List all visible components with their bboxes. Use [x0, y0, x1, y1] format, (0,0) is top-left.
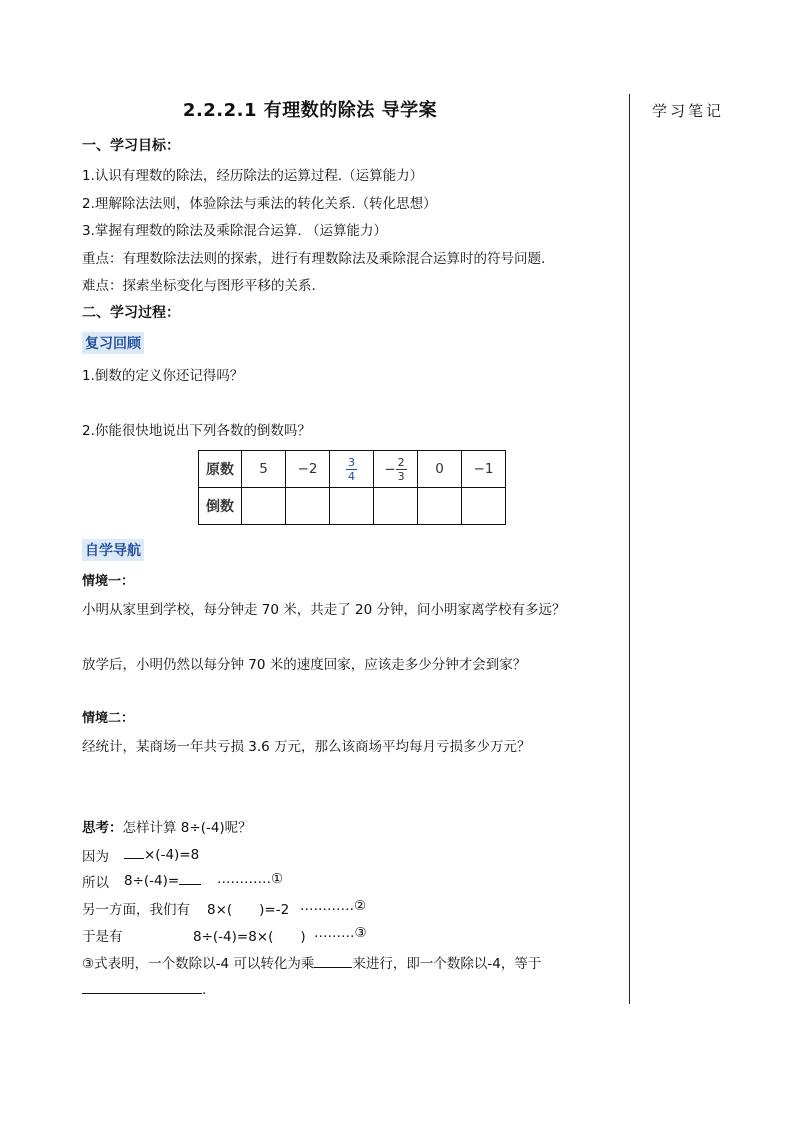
equation-mark-1: …………①: [217, 871, 284, 887]
difficulty: 难点：探索坐标变化与图形平移的关系.: [82, 278, 316, 294]
scenario-1-label: 情境一：: [82, 574, 135, 589]
answer-cell[interactable]: [242, 488, 286, 525]
because-line: [124, 845, 199, 863]
notes-divider: [629, 94, 630, 1004]
scenario-2-label: 情境二：: [82, 711, 135, 726]
table-cell: −1: [462, 451, 506, 488]
answer-cell[interactable]: [286, 488, 330, 525]
table-row: [199, 488, 506, 525]
other-expression: 8×( )=-2: [207, 902, 290, 918]
conclusion-text-b: 来进行，即一个数除以-4，等于: [352, 956, 542, 972]
table-cell: [330, 451, 374, 488]
page-title: 2.2.2.1 有理数的除法 导学案: [182, 100, 438, 121]
table-cell: − $\frac{2}{3}$: [374, 451, 418, 488]
scenario-1-question-1: 小明从家里到学校，每分钟走 70 米，共走了 20 分钟，问小明家离学校有多远？: [82, 602, 566, 618]
self-study-tag: 自学导航: [82, 539, 144, 561]
so-line: [124, 871, 201, 889]
conclusion-text-a: ③式表明，一个数除以-4 可以转化为乘: [82, 956, 315, 972]
answer-cell[interactable]: [418, 488, 462, 525]
because-label: 因为: [82, 849, 109, 865]
table-cell: 0: [418, 451, 462, 488]
think-label: 思考：: [82, 820, 123, 836]
table-cell: 5: [242, 451, 286, 488]
answer-blank[interactable]: [124, 845, 144, 859]
question-2: 2.你能很快地说出下列各数的倒数吗？: [82, 423, 311, 439]
fraction-3-4: $\frac{3}{4}$: [348, 455, 355, 483]
thus-label: 于是有: [82, 929, 123, 945]
conclusion-end: .: [202, 982, 207, 998]
key-point: 重点：有理数除法法则的探索，进行有理数除法及乘除混合运算时的符号问题.: [82, 251, 546, 267]
goal-2: 2.理解除法法则，体验除法与乘法的转化关系.（转化思想）: [82, 196, 437, 212]
reciprocal-table: [198, 450, 506, 525]
equation-mark-2: …………②: [300, 898, 367, 914]
question-1: 1.倒数的定义你还记得吗？: [82, 368, 244, 384]
conclusion-line-2: [82, 980, 206, 998]
equation-mark-3: ………③: [314, 925, 367, 941]
review-tag: 复习回顾: [82, 332, 144, 354]
answer-blank[interactable]: [314, 954, 352, 968]
section-process-heading: 二、学习过程：: [82, 305, 180, 321]
fraction-2-3: $\frac{2}{3}$: [397, 455, 405, 483]
goal-3: 3.掌握有理数的除法及乘除混合运算. （运算能力）: [82, 223, 387, 239]
think-text: 怎样计算 8÷(-4)呢？: [122, 820, 252, 836]
reciprocal-header: 倒数: [199, 488, 242, 525]
table-row: [199, 451, 506, 488]
thus-expression: 8÷(-4)=8×( ): [193, 929, 306, 945]
study-notes-label: 学习笔记: [652, 102, 725, 120]
scenario-2-question: 经统计，某商场一年共亏损 3.6 万元，那么该商场平均每月亏损多少万元？: [82, 739, 531, 755]
answer-blank[interactable]: [82, 980, 202, 994]
answer-cell[interactable]: [330, 488, 374, 525]
table-cell: −2: [286, 451, 330, 488]
answer-cell[interactable]: [374, 488, 418, 525]
scenario-1-question-2: 放学后，小明仍然以每分钟 70 米的速度回家，应该走多少分钟才会到家？: [82, 657, 527, 673]
other-hand-label: 另一方面，我们有: [82, 902, 190, 918]
think-line: [82, 816, 252, 836]
so-label: 所以: [82, 875, 109, 891]
answer-cell[interactable]: [462, 488, 506, 525]
conclusion-line: [82, 952, 541, 972]
original-header: 原数: [199, 451, 242, 488]
section-goals-heading: 一、学习目标：: [82, 138, 180, 154]
goal-1: 1.认识有理数的除法，经历除法的运算过程.（运算能力）: [82, 168, 424, 184]
so-expression: 8÷(-4)=: [124, 873, 180, 889]
because-expression: ×(-4)=8: [144, 847, 200, 863]
answer-blank[interactable]: [179, 871, 201, 885]
